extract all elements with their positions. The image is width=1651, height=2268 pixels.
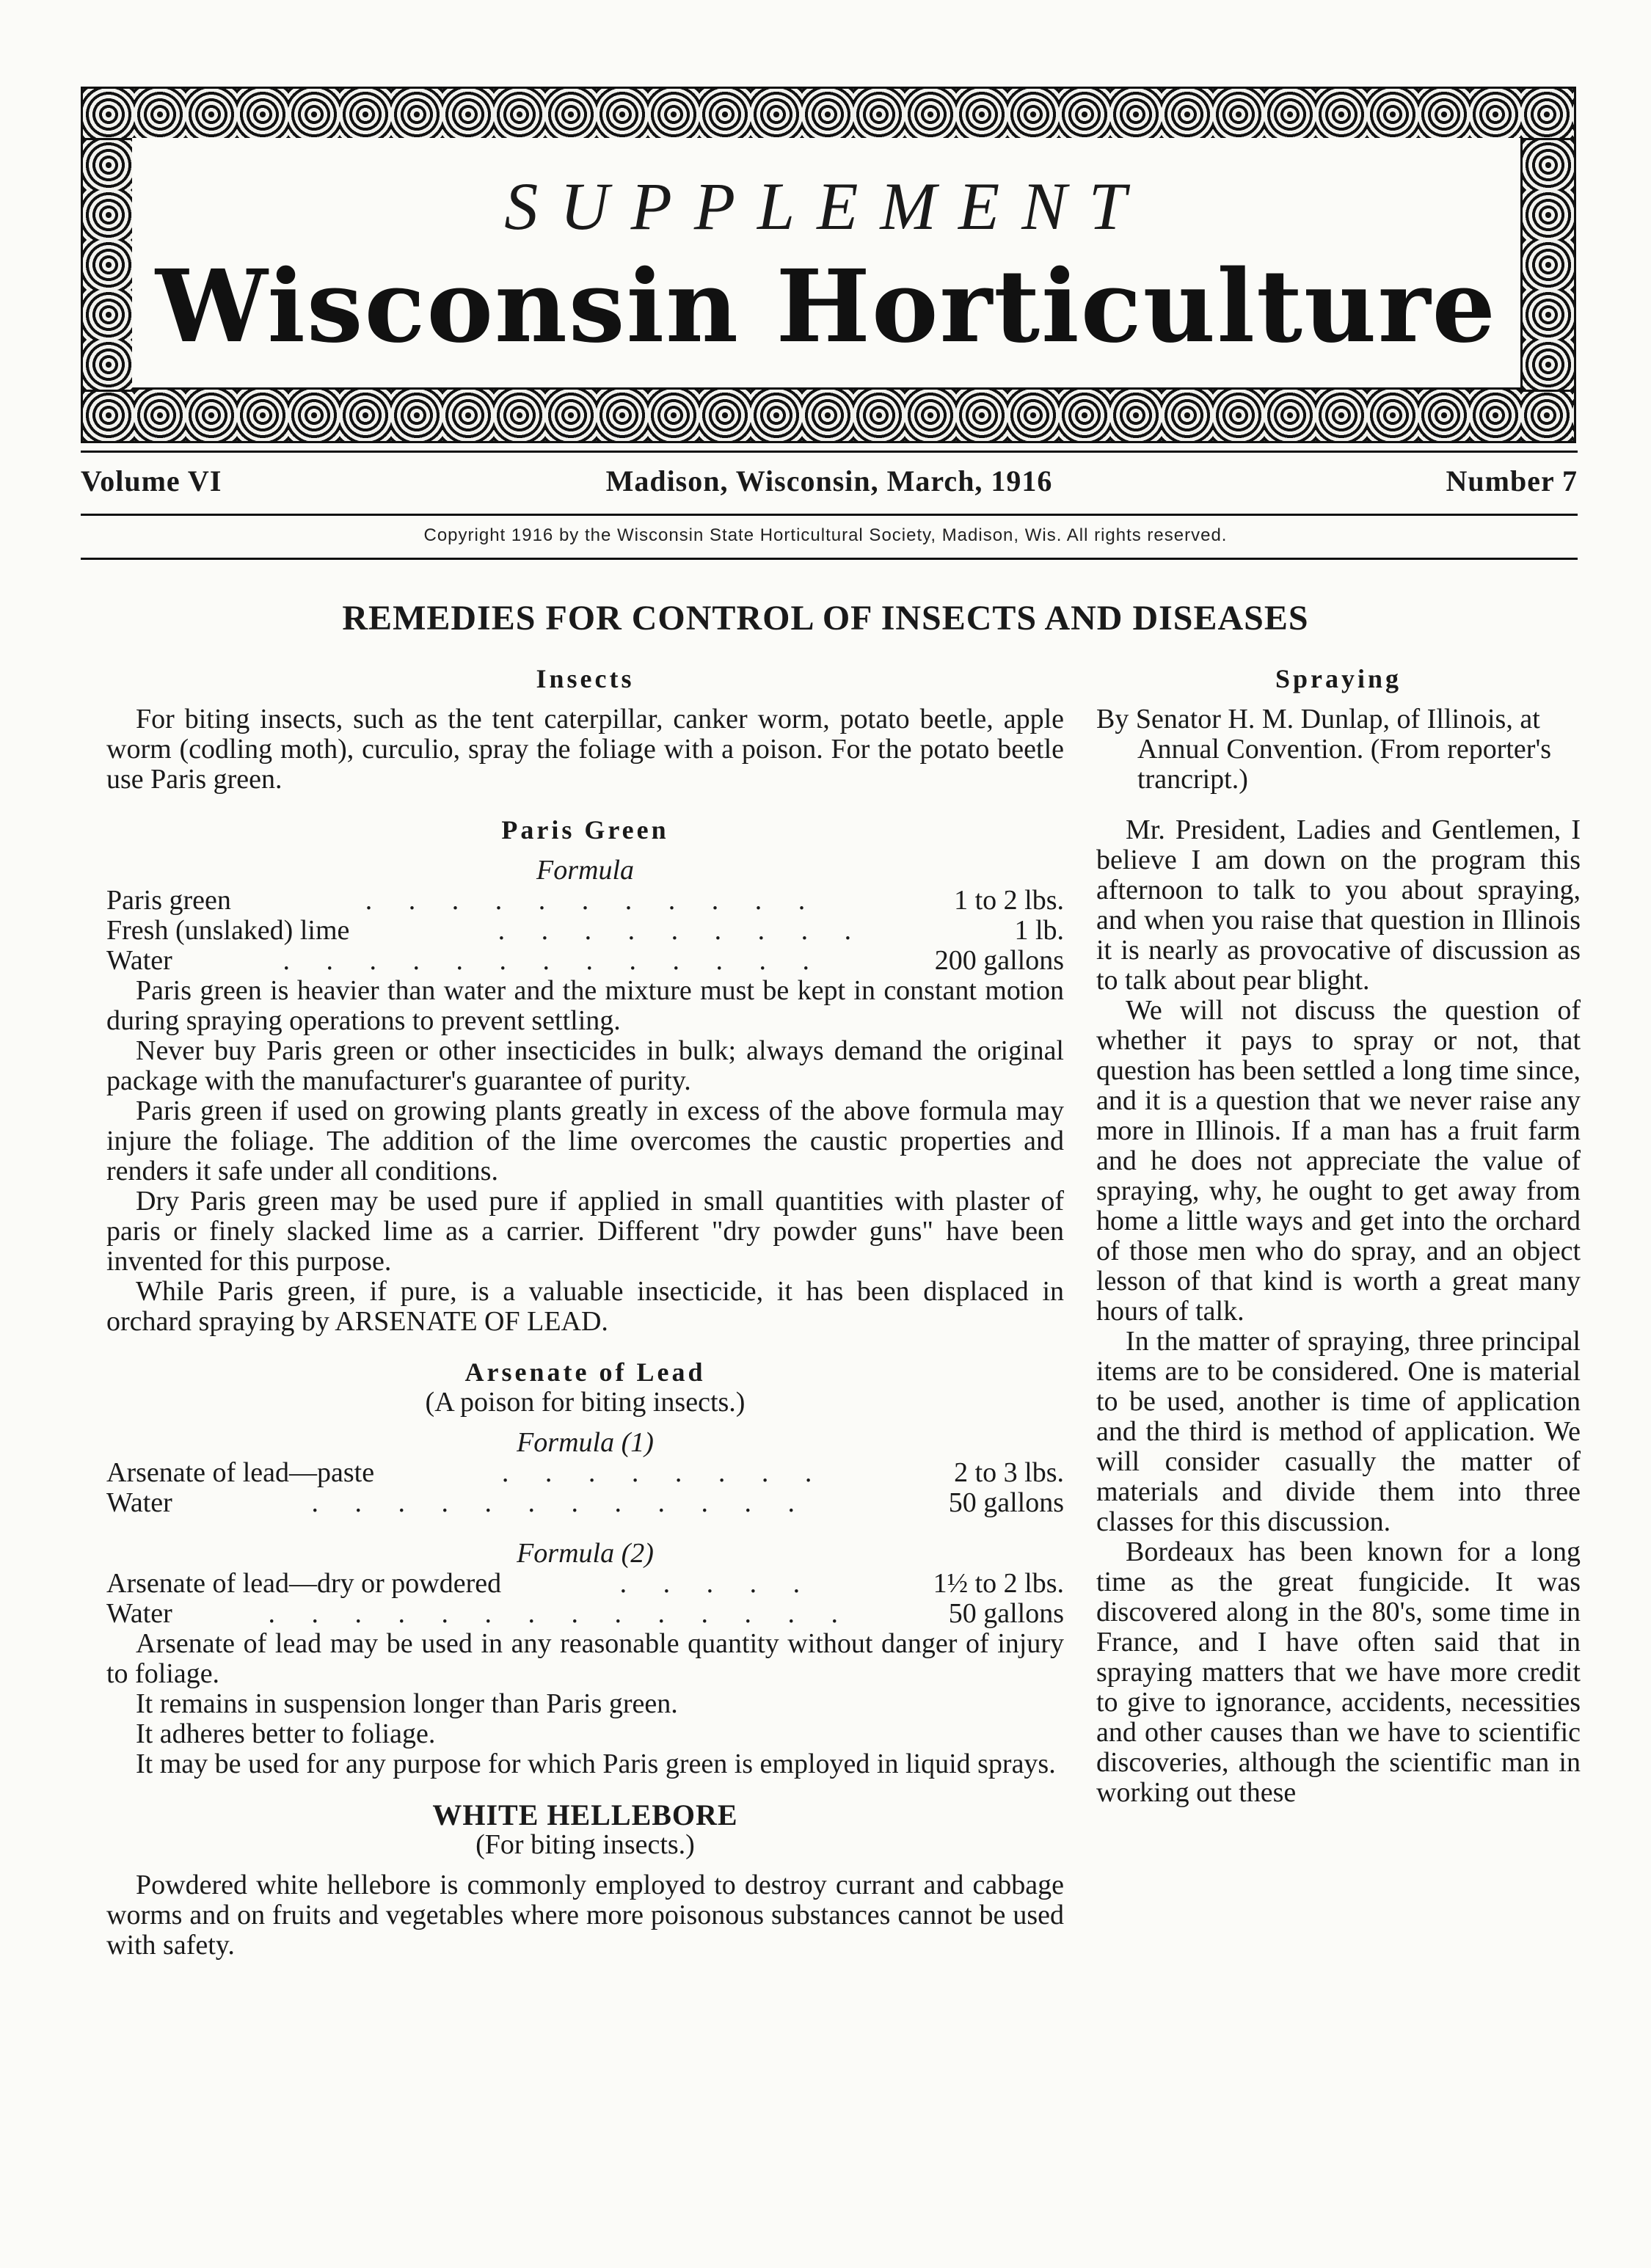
paragraph: We will not discuss the question of whether it pays to spray or not, that question has been settled a long time since, and it is a question that we never raise any more in Illinois. If a man has a fruit farm and he does not appreciate the value of spraying, why, he ought to get away from home a little ways and get into the orchard of those men who do spray, and an object lesson of that kind is worth a great many hours of talk. [1096,995,1581,1327]
paragraph: Bordeaux has been known for a long time as the great fungicide. It was discovered along in the 80's, some time in France, and I have often said that in spraying matters that we have more credit to give to ignorance, accidents, necessities and other causes than we have to scientific discoveries, although the scientific man in working out these [1096,1536,1581,1808]
paragraph: Arsenate of lead may be used in any reasonable quantity without danger of injury to foliage. [106,1628,1064,1689]
copyright-notice: Copyright 1916 by the Wisconsin State Horticultural Society, Madison, Wis. All rights reserved. [423,525,1228,545]
formula-item: Water [106,945,172,976]
section-heading: WHITE HELLEBORE [432,1798,738,1831]
formula-row: Arsenate of lead—dry or powdered . . . . . 1½ to 2 lbs. [106,1568,1064,1599]
formula-amount: 50 gallons [948,1598,1064,1629]
paragraph: Mr. President, Ladies and Gentlemen, I believe I am down on the program this afternoon to talk to you about spraying, and when you raise that question in Illinois it is nearly as provocative of discussion as to talk about pear blight. [1096,814,1581,996]
paragraph: It remains in suspension longer than Paris green. [136,1688,678,1719]
section-heading: Spraying [1275,664,1402,693]
formula-row: Fresh (unslaked) lime . . . . . . . . . 1 lb. [106,915,1064,946]
formula-label: Formula [536,855,634,886]
publication-title: Wisconsin Horticulture [155,248,1497,365]
formula-item: Water [106,1598,172,1629]
section-heading: Paris Green [501,815,669,845]
ornamental-border-bottom [81,387,1576,443]
formula-amount: 200 gallons [934,945,1064,976]
right-column [1096,664,1581,1808]
paragraph: While Paris green, if pure, is a valuable insecticide, it has been displaced in orchard spraying by ARSENATE OF LEAD. [106,1276,1064,1337]
section-subheading: (A poison for biting insects.) [425,1387,746,1418]
byline: By Senator H. M. Dunlap, of Illinois, at Annual Convention. (From reporter's trancript.) [1096,704,1552,795]
paragraph: In the matter of spraying, three principal items are to be considered. One is material to be used, another is time of application and the third is method of application. We will consider casually the matter of materials and divide them into three classes for this discussion. [1096,1326,1581,1537]
divider-rule [81,514,1578,516]
formula-amount: 2 to 3 lbs. [954,1457,1064,1488]
masthead-panel [132,138,1520,387]
formula-row: Arsenate of lead—paste . . . . . . . . 2 to 3 lbs. [106,1457,1064,1488]
paragraph: It may be used for any purpose for which Paris green is employed in liquid sprays. [136,1749,1056,1779]
formula-item: Arsenate of lead—dry or powdered [106,1568,502,1599]
left-column [106,664,1064,1961]
ornamental-border-right [1520,138,1576,392]
formula-item: Fresh (unslaked) lime [106,915,350,946]
article-headline: REMEDIES FOR CONTROL OF INSECTS AND DISEASES [342,599,1309,638]
formula-item: Water [106,1487,172,1518]
paragraph: Paris green if used on growing plants greatly in excess of the above formula may injure the foliage. The addition of the lime overcomes the caustic properties and renders it safe under all conditions. [106,1095,1064,1186]
paragraph: Never buy Paris green or other insecticides in bulk; always demand the original package with the manufacturer's guarantee of purity. [106,1035,1064,1096]
masthead [81,87,1572,439]
formula-amount: 50 gallons [948,1487,1064,1518]
number-label: Number 7 [1446,464,1578,497]
section-heading: Arsenate of Lead [464,1357,706,1387]
formula-row: Water . . . . . . . . . . . . . 200 gallons [106,945,1064,976]
section-subheading: (For biting insects.) [475,1829,695,1860]
paragraph: Powdered white hellebore is commonly employed to destroy currant and cabbage worms and on fruits and vegetables where more poisonous substances cannot be used with safety. [106,1870,1064,1961]
place-date: Madison, Wisconsin, March, 1916 [605,464,1053,497]
formula-label: Formula (1) [517,1427,654,1458]
formula-item: Arsenate of lead—paste [106,1457,375,1488]
paragraph: It adheres better to foliage. [136,1718,436,1749]
divider-rule [81,558,1578,560]
formula-row: Water . . . . . . . . . . . . 50 gallons [106,1487,1064,1518]
ornamental-border-left [81,138,136,392]
supplement-label: SUPPLEMENT [504,169,1148,244]
ornamental-border-top [81,87,1576,142]
formula-row: Paris green . . . . . . . . . . . 1 to 2 lbs. [106,885,1064,916]
paragraph: Dry Paris green may be used pure if applied in small quantities with plaster of paris or finely slacked lime as a carrier. Different "dry powder guns" have been invented for this purpose. [106,1186,1064,1277]
issue-line [81,464,1578,500]
paragraph: Paris green is heavier than water and the mixture must be kept in constant motion during spraying operations to prevent settling. [106,975,1064,1036]
formula-amount: 1½ to 2 lbs. [933,1568,1064,1599]
volume-label: Volume VI [81,464,222,497]
formula-label: Formula (2) [517,1538,654,1569]
formula-amount: 1 to 2 lbs. [954,885,1064,916]
paragraph: For biting insects, such as the tent caterpillar, canker worm, potato beetle, apple worm (codling moth), curculio, spray the foliage with a poison. For the potato beetle use Paris green. [106,704,1064,795]
divider-rule [81,451,1578,453]
formula-row: Water . . . . . . . . . . . . . . 50 gallons [106,1598,1064,1629]
section-heading: Insects [536,664,635,693]
formula-item: Paris green [106,885,231,916]
formula-amount: 1 lb. [1014,915,1064,946]
